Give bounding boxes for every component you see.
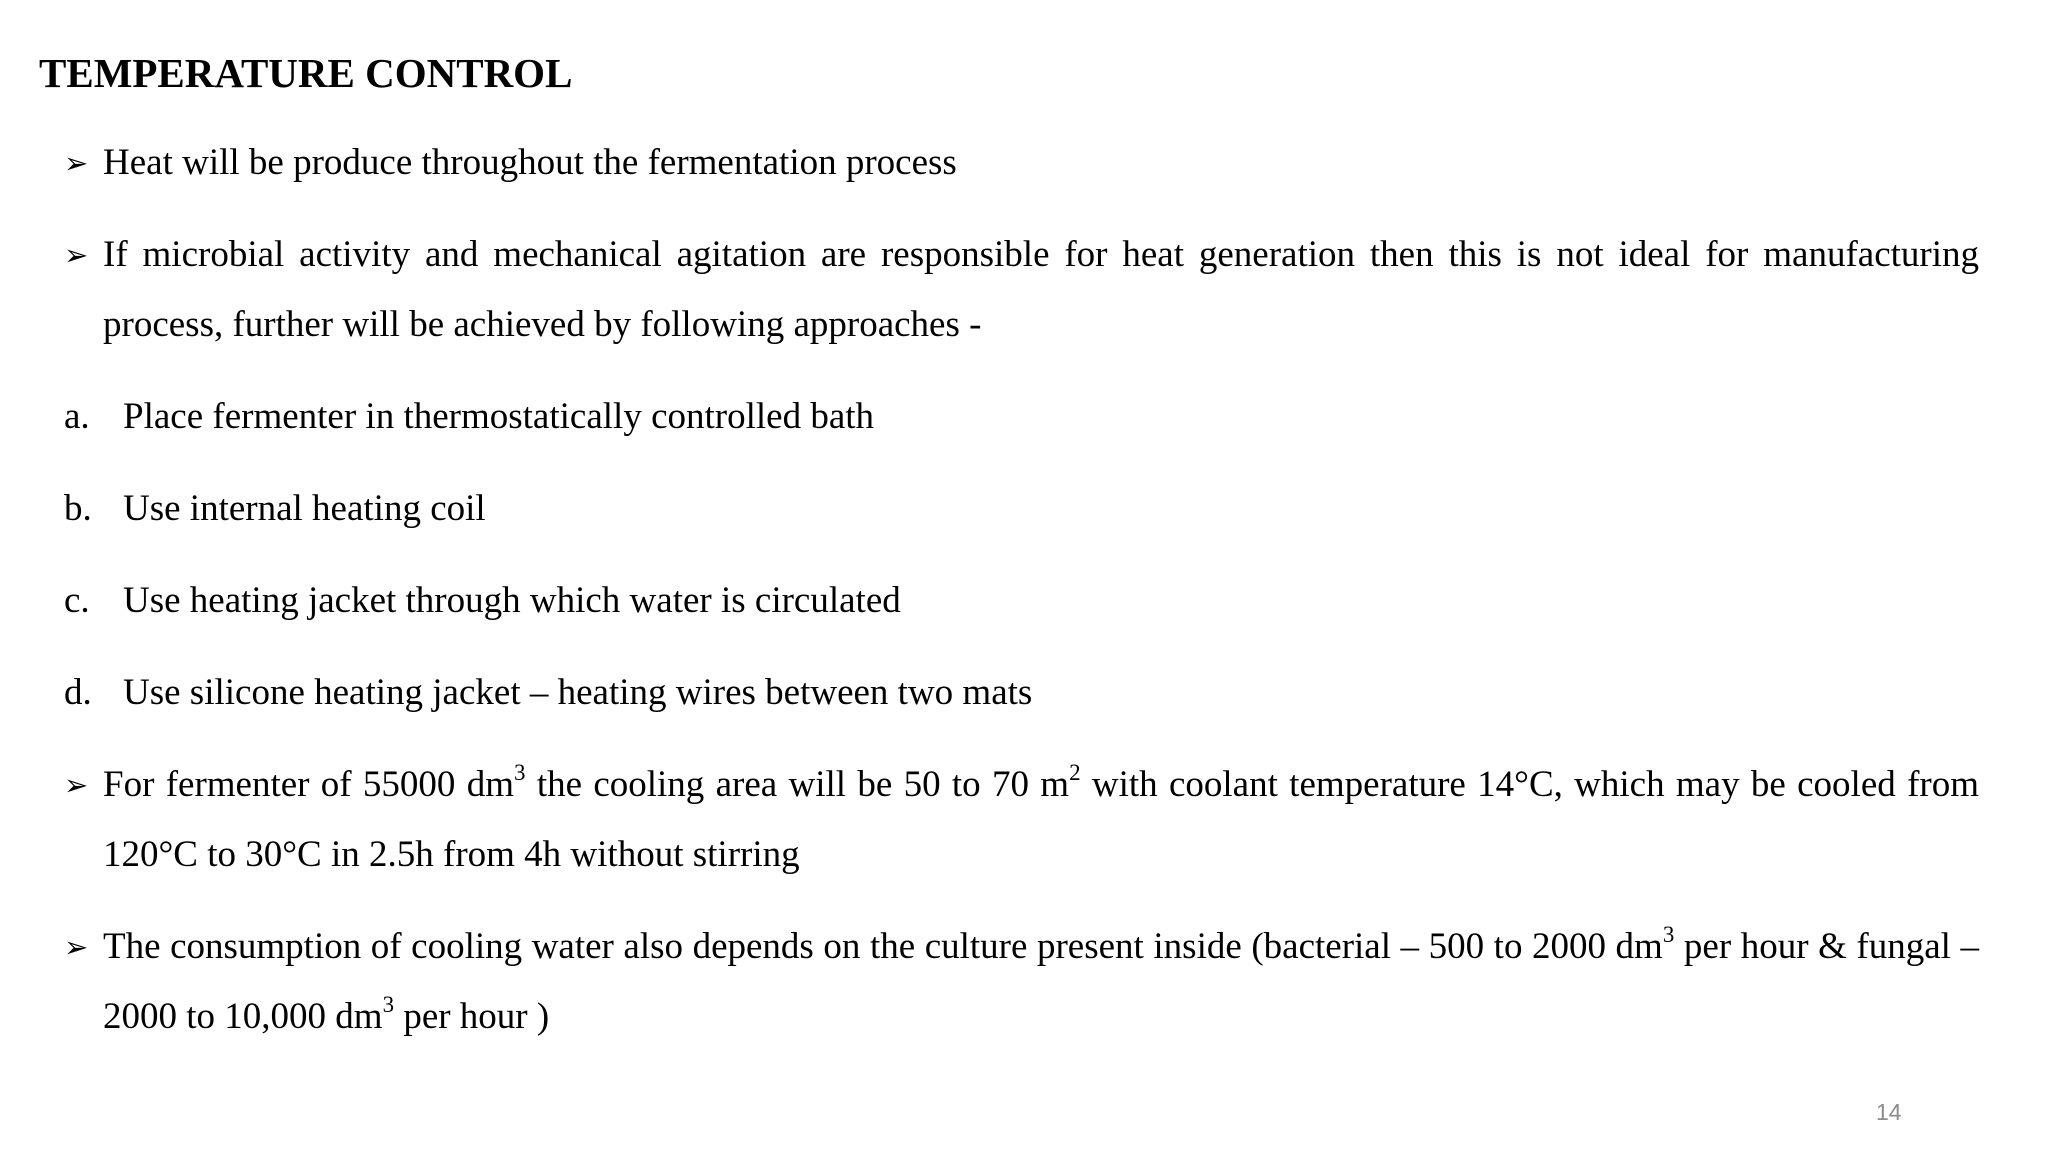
cooling-text-part1: For fermenter of 55000 dm — [103, 764, 515, 805]
bullet-cooling-water-consumption — [64, 912, 1979, 1052]
approach-text: Use internal heating coil — [123, 488, 486, 529]
consumption-text-part1: The consumption of cooling water also depends on the culture present inside (bacterial – 500 to 2000 dm — [103, 926, 1663, 967]
consumption-text-part2: per hour & fungal – 2000 to 10,000 dm — [103, 926, 1979, 1037]
approach-text: Use silicone heating jacket – heating wires between two mats — [123, 672, 1033, 713]
approach-item-a — [64, 382, 1979, 452]
cooling-text-part2: the cooling area will be 50 to 70 m — [525, 764, 1070, 805]
approach-text: Place fermenter in thermostatically controlled bath — [123, 396, 875, 437]
consumption-text-part3: per hour ) — [394, 996, 550, 1037]
bullet-cooling-area — [64, 750, 1979, 890]
approach-letter: d. — [64, 672, 92, 713]
bullet-text — [103, 750, 1979, 890]
superscript: 3 — [1662, 921, 1675, 947]
slide-title: TEMPERATURE CONTROL — [39, 50, 573, 96]
arrow-bullet-icon: ➢ — [64, 930, 89, 964]
bullet-text: If microbial activity and mechanical agitation are responsible for heat generation then this is not ideal for manufacturing process, further will be achieved by following approaches - — [103, 234, 1979, 345]
page-number: 14 — [1876, 1099, 1902, 1125]
arrow-bullet-icon: ➢ — [64, 146, 89, 180]
superscript: 3 — [514, 759, 526, 785]
arrow-bullet-icon: ➢ — [64, 768, 89, 802]
superscript: 3 — [382, 991, 395, 1017]
bullet-heat-production — [64, 128, 1979, 198]
approach-text: Use heating jacket through which water is circulated — [123, 580, 901, 621]
bullet-text — [103, 912, 1979, 1052]
arrow-bullet-icon: ➢ — [64, 238, 89, 272]
approach-item-c — [64, 566, 1979, 636]
cooling-text-part3: with coolant temperature 14°C, which may be cooled from 120°C to 30°C in 2.5h from 4h without stirring — [103, 764, 1979, 875]
approach-letter: c. — [64, 580, 90, 621]
approach-item-d — [64, 658, 1979, 728]
bullet-text: Heat will be produce throughout the fermentation process — [103, 142, 957, 183]
bullet-heat-generation — [64, 220, 1979, 360]
superscript: 2 — [1069, 759, 1081, 785]
approach-letter: b. — [64, 488, 92, 529]
approach-item-b — [64, 474, 1979, 544]
approach-letter: a. — [64, 396, 90, 437]
